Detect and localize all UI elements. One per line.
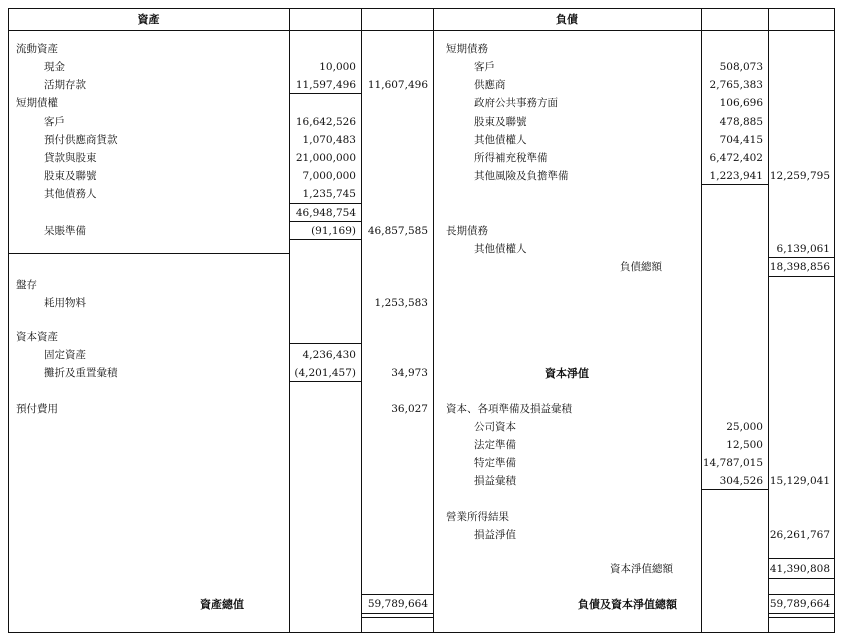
capital-section-rule bbox=[289, 343, 361, 344]
liability-item-value: 1,223,941 bbox=[709, 170, 763, 182]
equity-header: 資本淨值 bbox=[545, 367, 589, 380]
equity-item-label: 公司資本 bbox=[474, 421, 516, 433]
liabilities-header: 負債 bbox=[556, 13, 578, 26]
receivable-item-label: 股東及聯號 bbox=[44, 170, 97, 182]
equity-underline bbox=[701, 489, 768, 490]
liab-total-double-rule-2 bbox=[768, 617, 835, 618]
operating-result-label: 營業所得結果 bbox=[446, 511, 509, 523]
section-rule bbox=[8, 253, 289, 254]
table-top-border bbox=[8, 8, 835, 9]
assets-total-double-rule-1 bbox=[361, 613, 433, 614]
assets-detail-column-rule bbox=[289, 8, 290, 632]
receivable-item-value: 21,000,000 bbox=[295, 152, 356, 164]
short-term-debt-label: 短期債務 bbox=[446, 43, 488, 55]
current-assets-label: 流動資產 bbox=[16, 43, 58, 55]
depreciation-underline bbox=[289, 381, 361, 382]
receivables-subtotal: 46,948,754 bbox=[295, 207, 356, 219]
prepaid-label: 預付費用 bbox=[16, 403, 58, 415]
liabilities-total-underline bbox=[768, 276, 835, 277]
prepaid-total: 36,027 bbox=[391, 403, 428, 415]
receivable-item-value: 7,000,000 bbox=[302, 170, 356, 182]
equity-total: 15,129,041 bbox=[769, 475, 830, 487]
receivable-item-value: 1,235,745 bbox=[302, 188, 356, 200]
receivable-item-label: 其他債務人 bbox=[44, 188, 97, 200]
deposits-label: 活期存款 bbox=[44, 79, 86, 91]
liabilities-total-label: 負債總額 bbox=[620, 261, 662, 273]
supplies-label: 耗用物料 bbox=[44, 297, 86, 309]
liability-item-value: 508,073 bbox=[719, 61, 763, 73]
equity-total-label: 資本淨值總額 bbox=[610, 563, 673, 575]
table-right-border bbox=[834, 8, 835, 632]
liabilities-total-value: 18,398,856 bbox=[769, 261, 830, 273]
subtotal-underline bbox=[289, 221, 361, 222]
receivable-item-value: 16,642,526 bbox=[295, 116, 356, 128]
liab-total-double-rule-1 bbox=[768, 613, 835, 614]
equity-label: 資本、各項準備及損益彙積 bbox=[446, 403, 572, 415]
long-term-other-total: 6,139,061 bbox=[776, 243, 830, 255]
receivables-underline bbox=[289, 203, 361, 204]
capital-assets-label: 資本資產 bbox=[16, 331, 58, 343]
table-bottom-border bbox=[8, 632, 835, 633]
liability-item-label: 政府公共事務方面 bbox=[474, 97, 558, 109]
equity-item-label: 損益彙積 bbox=[474, 475, 516, 487]
receivable-item-label: 預付供應商貨款 bbox=[44, 134, 118, 146]
long-term-debt-label: 長期債務 bbox=[446, 225, 488, 237]
cash-value: 10,000 bbox=[319, 61, 356, 73]
net-profit-total: 26,261,767 bbox=[769, 529, 830, 541]
doubtful-underline bbox=[289, 239, 361, 240]
liability-item-value: 478,885 bbox=[719, 116, 763, 128]
net-profit-label: 損益淨值 bbox=[474, 529, 516, 541]
equity-item-label: 法定準備 bbox=[474, 439, 516, 451]
equity-item-value: 14,787,015 bbox=[702, 457, 763, 469]
equity-total-top-rule bbox=[768, 558, 835, 559]
liability-item-label: 股東及聯號 bbox=[474, 116, 527, 128]
equity-total-underline bbox=[768, 578, 835, 579]
center-divider-rule bbox=[433, 8, 434, 632]
receivable-item-label: 貸款與股東 bbox=[44, 152, 97, 164]
equity-item-value: 12,500 bbox=[726, 439, 763, 451]
short-term-debt-total: 12,259,795 bbox=[769, 170, 830, 182]
cash-label: 現金 bbox=[44, 61, 65, 73]
supplies-total: 1,253,583 bbox=[374, 297, 428, 309]
liability-item-label: 客戶 bbox=[474, 61, 495, 73]
table-left-border bbox=[8, 8, 9, 632]
long-term-underline bbox=[768, 257, 835, 258]
receivable-item-label: 客戶 bbox=[44, 116, 65, 128]
depreciation-value: (4,201,457) bbox=[294, 367, 356, 379]
equity-item-value: 304,526 bbox=[719, 475, 763, 487]
equity-item-value: 25,000 bbox=[726, 421, 763, 433]
liability-item-label: 供應商 bbox=[474, 79, 506, 91]
equity-total-value: 41,390,808 bbox=[769, 563, 830, 575]
liab-equity-grand-total-value: 59,789,664 bbox=[769, 598, 830, 610]
liability-item-value: 704,415 bbox=[719, 134, 763, 146]
capital-assets-total: 34,973 bbox=[391, 367, 428, 379]
receivables-total: 46,857,585 bbox=[367, 225, 428, 237]
assets-grand-total-label: 資產總值 bbox=[200, 598, 244, 611]
receivables-label: 短期債權 bbox=[16, 97, 58, 109]
liability-item-label: 其他風險及負擔準備 bbox=[474, 170, 569, 182]
liability-item-value: 2,765,383 bbox=[709, 79, 763, 91]
assets-grand-total-value: 59,789,664 bbox=[367, 598, 428, 610]
assets-total-top-rule bbox=[361, 594, 433, 595]
liab-grand-total-top-rule bbox=[768, 594, 835, 595]
deposits-underline bbox=[289, 93, 361, 94]
receivable-item-value: 1,070,483 bbox=[302, 134, 356, 146]
liability-item-value: 6,472,402 bbox=[709, 152, 763, 164]
fixed-assets-label: 固定資產 bbox=[44, 349, 86, 361]
header-bottom-rule bbox=[8, 30, 835, 31]
deposits-value: 11,597,496 bbox=[295, 79, 356, 91]
current-assets-total: 11,607,496 bbox=[367, 79, 428, 91]
depreciation-label: 攤折及重置彙積 bbox=[44, 367, 118, 379]
doubtful-value: (91,169) bbox=[311, 225, 356, 237]
fixed-assets-value: 4,236,430 bbox=[302, 349, 356, 361]
assets-total-double-rule-2 bbox=[361, 617, 433, 618]
liability-item-label: 其他債權人 bbox=[474, 134, 527, 146]
equity-item-label: 特定準備 bbox=[474, 457, 516, 469]
inventory-label: 盤存 bbox=[16, 279, 37, 291]
liab-equity-grand-total-label: 負債及資本淨值總額 bbox=[578, 598, 677, 611]
liability-item-label: 所得補充稅準備 bbox=[474, 152, 548, 164]
assets-header: 資產 bbox=[137, 13, 160, 26]
doubtful-label: 呆賬準備 bbox=[44, 225, 86, 237]
short-term-underline bbox=[701, 184, 768, 185]
long-term-other-label: 其他債權人 bbox=[474, 243, 527, 255]
assets-total-column-rule bbox=[361, 8, 362, 632]
liability-item-value: 106,696 bbox=[719, 97, 763, 109]
